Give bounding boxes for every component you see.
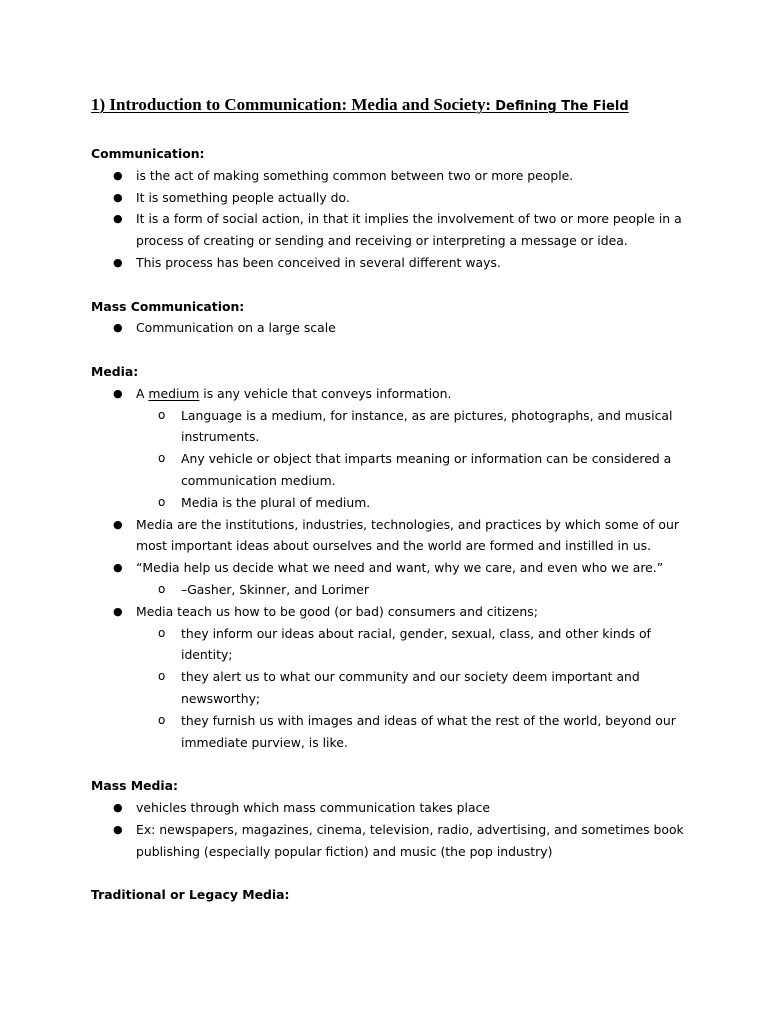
sub-list-item (136, 623, 691, 667)
sub-list-item-text: they inform our ideas about racial, gender, sexual, class, and other kinds of identity; (181, 625, 651, 663)
circle-bullet-icon: o (158, 625, 166, 640)
circle-bullet-icon: o (158, 712, 166, 727)
heading-communication: Communication: (91, 146, 205, 161)
bullet-icon: ● (113, 212, 123, 226)
title-sub: : Defining The Field (485, 99, 629, 114)
communication-list (91, 165, 691, 274)
section-traditional-media (91, 884, 691, 906)
section-media (91, 361, 691, 753)
list-item-text: Ex: newspapers, magazines, cinema, television, radio, advertising, and sometimes book publishing (especially popular fiction) and music (the pop industry) (136, 821, 684, 859)
section-communication (91, 143, 691, 274)
mass-communication-list (91, 317, 691, 339)
bullet-icon: ● (113, 822, 123, 836)
list-item-text: Communication on a large scale (136, 320, 336, 336)
list-item-text: vehicles through which mass communication takes place (136, 799, 490, 815)
quote-sublist (136, 579, 691, 601)
bullet-icon: ● (113, 190, 123, 204)
sub-list-item (136, 448, 691, 492)
list-item (91, 165, 691, 187)
sub-list-item-text: Media is the plural of medium. (181, 494, 371, 510)
sub-list-item-text: Any vehicle or object that imparts meaning or information can be considered a communication medium. (181, 451, 672, 488)
section-mass-media (91, 775, 691, 862)
sub-list-item (136, 579, 691, 601)
bullet-icon: ● (113, 604, 123, 618)
circle-bullet-icon: o (158, 581, 166, 596)
sub-list-item-text: they furnish us with images and ideas of what the rest of the world, beyond our immediate purview, is like. (181, 712, 676, 750)
spacer (91, 339, 691, 361)
bullet-icon: ● (113, 386, 123, 400)
circle-bullet-icon: o (158, 669, 166, 684)
mass-media-list (91, 797, 691, 862)
heading-mass-communication: Mass Communication: (91, 298, 245, 314)
bullet-icon: ● (113, 800, 123, 814)
spacer (91, 274, 691, 296)
title-main: 1) Introduction to Communication: Media and Society (91, 95, 486, 114)
list-item (91, 819, 691, 863)
list-item-text: Media are the institutions, industries, technologies, and practices by which some of our most important ideas about ourselves and the world are formed and instilled in us. (136, 516, 679, 554)
list-item (91, 252, 691, 274)
sub-list-item-text: Language is a medium, for instance, as are pictures, photographs, and musical instruments. (181, 407, 673, 445)
spacer (91, 753, 691, 775)
heading-media: Media: (91, 363, 139, 379)
list-item (91, 383, 691, 514)
list-item (91, 187, 691, 209)
list-item (91, 601, 691, 754)
list-item-text: This process has been conceived in several different ways. (136, 254, 501, 270)
heading-traditional-media: Traditional or Legacy Media: (91, 887, 290, 903)
circle-bullet-icon: o (158, 451, 166, 466)
list-item-text: is any vehicle that conveys information. (199, 385, 452, 401)
bullet-icon: ● (113, 561, 123, 575)
media-sublist (136, 405, 691, 514)
sub-list-item (136, 405, 691, 449)
bullet-icon: ● (113, 255, 123, 269)
circle-bullet-icon: o (158, 494, 166, 509)
list-item (91, 208, 691, 252)
document-page (91, 94, 691, 906)
list-item-text: It is something people actually do. (136, 189, 350, 205)
list-item (91, 514, 691, 558)
media-list (91, 383, 691, 754)
list-item-text: A (136, 385, 149, 401)
sub-list-item-text: they alert us to what our community and our society deem important and newsworthy; (181, 669, 640, 706)
list-item (91, 557, 691, 601)
list-item (91, 317, 691, 339)
bullet-icon: ● (113, 168, 123, 182)
heading-mass-media: Mass Media: (91, 778, 178, 794)
sub-list-item (136, 666, 691, 710)
quote-text: “Media help us decide what we need and want, why we care, and even who we are.” (136, 560, 664, 576)
quote-attribution: –Gasher, Skinner, and Lorimer (181, 581, 369, 597)
spacer (91, 862, 691, 884)
sub-list-item (136, 492, 691, 514)
bullet-icon: ● (113, 321, 123, 335)
section-mass-communication (91, 296, 691, 340)
list-item (91, 797, 691, 819)
bullet-icon: ● (113, 517, 123, 531)
list-item-text: Media teach us how to be good (or bad) consumers and citizens; (136, 603, 538, 619)
circle-bullet-icon: o (158, 407, 166, 422)
medium-link[interactable]: medium (148, 385, 200, 401)
document-title (91, 94, 691, 118)
sub-list-item (136, 710, 691, 754)
list-item-text: is the act of making something common between two or more people. (136, 167, 574, 183)
list-item-text: It is a form of social action, in that it implies the involvement of two or more people in a process of creating or sending and receiving or interpreting a message or idea. (136, 211, 682, 249)
media-teach-sublist (136, 623, 691, 754)
